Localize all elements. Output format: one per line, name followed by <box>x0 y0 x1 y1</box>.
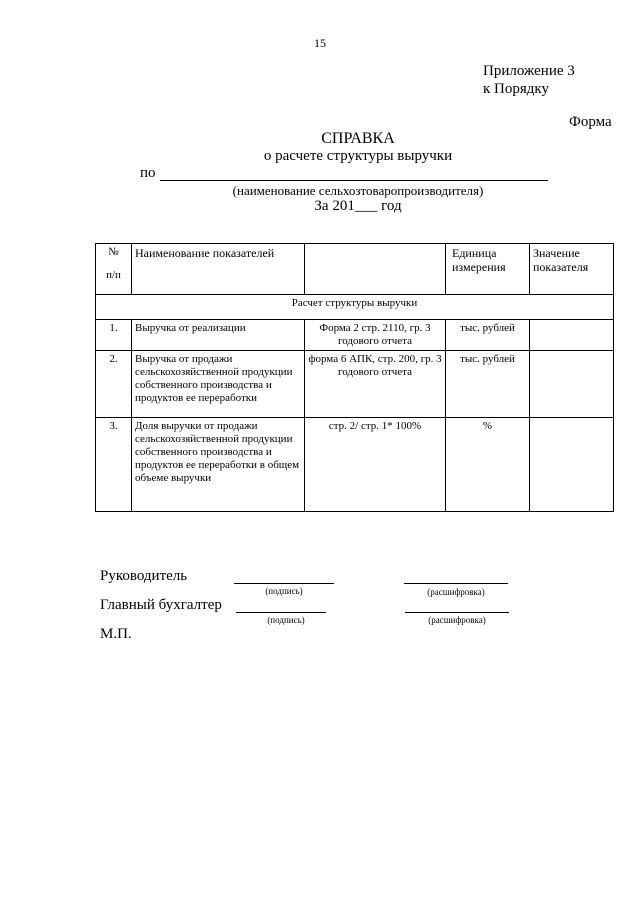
row-num: 3. <box>96 418 132 512</box>
section-row <box>96 295 614 320</box>
row-name: Выручка от продажи сельскохозяйственной продукции собственного производства и продуктов ее переработки <box>132 351 305 418</box>
header-num <box>96 244 132 295</box>
row-unit: % <box>446 418 530 512</box>
document-title: СПРАВКА <box>321 130 395 147</box>
producer-name-line[interactable] <box>160 180 548 181</box>
row-name: Доля выручки от продажи сельскохозяйственной продукции собственного производства и продуктов ее переработки в общем объеме выручки <box>132 418 305 512</box>
table-row <box>96 351 614 418</box>
accountant-decoding-line[interactable] <box>405 612 509 613</box>
year-line: За 201___ год <box>314 198 402 214</box>
row-value[interactable] <box>530 351 614 418</box>
header-unit: Единица измерения <box>446 244 530 295</box>
header-source <box>305 244 446 295</box>
row-unit: тыс. рублей <box>446 320 530 351</box>
row-value[interactable] <box>530 320 614 351</box>
header-name: Наименование показателей <box>132 244 305 295</box>
row-value[interactable] <box>530 418 614 512</box>
stamp-label: М.П. <box>100 626 132 642</box>
row-name: Выручка от реализации <box>132 320 305 351</box>
revenue-structure-table <box>95 243 614 512</box>
table-header-row <box>96 244 614 295</box>
producer-label: по <box>140 165 156 181</box>
appendix-block <box>483 62 575 98</box>
header-num-top: № <box>108 246 119 258</box>
document-subtitle: о расчете структуры выручки <box>263 148 453 164</box>
form-label: Форма <box>569 114 612 130</box>
head-decoding-hint: (расшифровка) <box>427 587 485 597</box>
head-signature-line[interactable] <box>234 583 334 584</box>
producer-hint: (наименование сельхозтоваропроизводителя) <box>232 183 484 198</box>
header-value: Значение показателя <box>530 244 614 295</box>
row-unit: тыс. рублей <box>446 351 530 418</box>
table-row <box>96 418 614 512</box>
row-num: 2. <box>96 351 132 418</box>
page-number: 15 <box>314 36 326 50</box>
table-row <box>96 320 614 351</box>
appendix-line-1: Приложение 3 <box>483 63 575 79</box>
accountant-decoding-hint: (расшифровка) <box>428 615 486 625</box>
row-source: Форма 2 стр. 2110, гр. 3 годового отчета <box>305 320 446 351</box>
accountant-signature-line[interactable] <box>236 612 326 613</box>
section-title: Расчет структуры выручки <box>96 295 614 320</box>
row-source: стр. 2/ стр. 1* 100% <box>305 418 446 512</box>
appendix-line-2: к Порядку <box>483 81 549 97</box>
accountant-signature-hint: (подпись) <box>267 615 305 625</box>
head-label: Руководитель <box>100 568 188 584</box>
head-signature-hint: (подпись) <box>265 586 303 596</box>
row-source: форма 6 АПК, стр. 200, гр. 3 годового отчета <box>305 351 446 418</box>
header-num-bottom: п/п <box>106 269 121 281</box>
row-num: 1. <box>96 320 132 351</box>
head-decoding-line[interactable] <box>404 583 508 584</box>
accountant-label: Главный бухгалтер <box>100 597 222 613</box>
